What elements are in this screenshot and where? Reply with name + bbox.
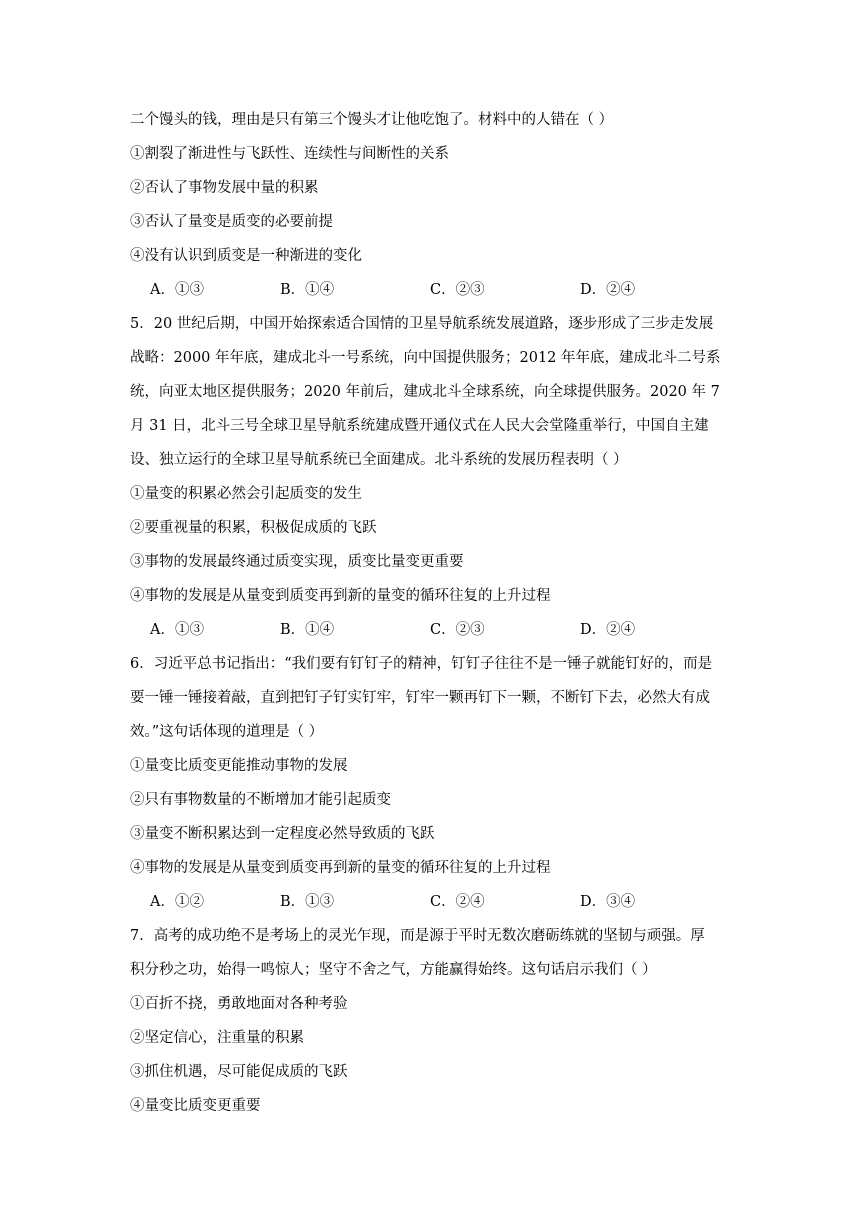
q4-statement-1: ①割裂了渐进性与飞跃性、连续性与间断性的关系 xyxy=(130,146,449,162)
q5-stem-line-3: 统，向亚太地区提供服务；2020 年前后，建成北斗全球系统，向全球提供服务。2020 年 7 xyxy=(130,384,720,400)
q6-option-b: B．①③ xyxy=(280,894,335,910)
q5-statement-2: ②要重视量的积累，积极促成质的飞跃 xyxy=(130,520,377,536)
q6-option-d: D．③④ xyxy=(580,894,636,910)
q7-statement-3: ③抓住机遇，尽可能促成质的飞跃 xyxy=(130,1064,348,1080)
q5-statement-3: ③事物的发展最终通过质变实现，质变比量变更重要 xyxy=(130,554,464,570)
q7-statement-1: ①百折不挠，勇敢地面对各种考验 xyxy=(130,996,348,1012)
q5-option-a: A．①③ xyxy=(150,622,204,638)
q4-statement-3: ③否认了量变是质变的必要前提 xyxy=(130,214,333,230)
q5-stem-line-1: 5．20 世纪后期，中国开始探索适合国情的卫星导航系统发展道路，逐步形成了三步走发展 xyxy=(130,316,714,332)
q6-statement-4: ④事物的发展是从量变到质变再到新的量变的循环往复的上升过程 xyxy=(130,860,551,876)
q5-statement-4: ④事物的发展是从量变到质变再到新的量变的循环往复的上升过程 xyxy=(130,588,551,604)
q4-statement-4: ④没有认识到质变是一种渐进的变化 xyxy=(130,248,362,264)
q6-statement-1: ①量变比质变更能推动事物的发展 xyxy=(130,758,348,774)
q7-statement-4: ④量变比质变更重要 xyxy=(130,1098,261,1114)
q6-statement-2: ②只有事物数量的不断增加才能引起质变 xyxy=(130,792,391,808)
q4-options xyxy=(150,279,730,301)
q6-option-c: C．②④ xyxy=(430,894,485,910)
q5-stem-line-4: 月 31 日，北斗三号全球卫星导航系统建成暨开通仪式在人民大会堂隆重举行，中国自主建 xyxy=(130,418,709,434)
q6-stem-line-2: 要一锤一锤接着敲，直到把钉子钉实钉牢，钉牢一颗再钉下一颗，不断钉下去，必然大有成 xyxy=(130,690,710,706)
q6-option-a: A．①② xyxy=(150,894,204,910)
q4-stem-line: 二个馒头的钱，理由是只有第三个馒头才让他吃饱了。材料中的人错在（ ） xyxy=(130,112,614,128)
q6-options xyxy=(150,891,730,913)
q5-option-c: C．②③ xyxy=(430,622,485,638)
q5-option-b: B．①④ xyxy=(280,622,335,638)
q7-stem-line-2: 积分秒之功，始得一鸣惊人；坚守不舍之气，方能赢得始终。这句话启示我们（ ） xyxy=(130,962,657,978)
q4-option-d: D．②④ xyxy=(580,282,636,298)
q5-stem-line-2: 战略：2000 年年底，建成北斗一号系统，向中国提供服务；2012 年年底，建成北斗二号系 xyxy=(130,350,721,366)
q4-option-a: A．①③ xyxy=(150,282,204,298)
q4-statement-2: ②否认了事物发展中量的积累 xyxy=(130,180,319,196)
q4-option-b: B．①④ xyxy=(280,282,335,298)
q6-stem-line-3: 效。”这句话体现的道理是（ ） xyxy=(130,724,324,740)
q5-option-d: D．②④ xyxy=(580,622,636,638)
q7-stem-line-1: 7．高考的成功绝不是考场上的灵光乍现，而是源于平时无数次磨砺练就的坚韧与顽强。厚 xyxy=(130,928,705,944)
q5-options xyxy=(150,619,730,641)
q5-statement-1: ①量变的积累必然会引起质变的发生 xyxy=(130,486,362,502)
q6-stem-line-1: 6．习近平总书记指出：“我们要有钉钉子的精神，钉钉子往往不是一锤子就能钉好的，而是 xyxy=(130,656,713,672)
q7-statement-2: ②坚定信心，注重量的积累 xyxy=(130,1030,304,1046)
q5-stem-line-5: 设、独立运行的全球卫星导航系统已全面建成。北斗系统的发展历程表明（ ） xyxy=(130,452,628,468)
q6-statement-3: ③量变不断积累达到一定程度必然导致质的飞跃 xyxy=(130,826,435,842)
q4-option-c: C．②③ xyxy=(430,282,485,298)
